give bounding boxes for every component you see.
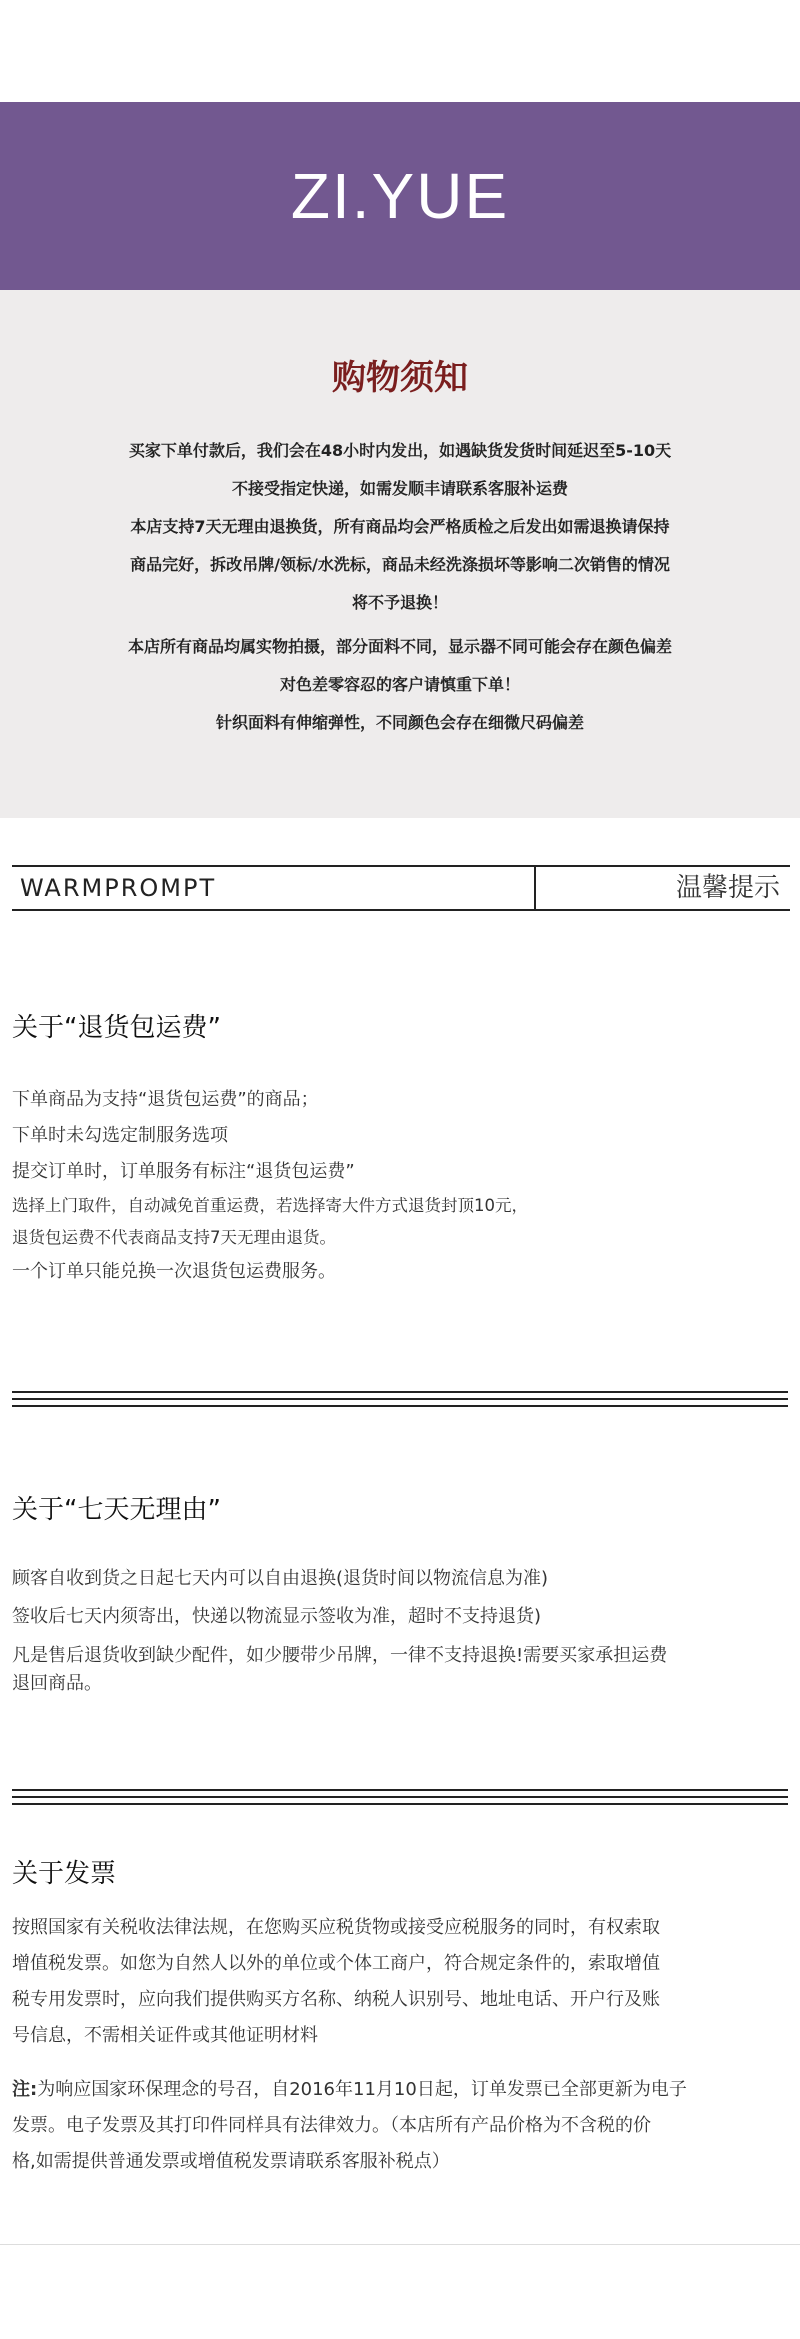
section-line: 退回商品。 (12, 1673, 102, 1694)
notice-line: 针织面料有伸缩弹性，不同颜色会存在细微尺码偏差 (215, 713, 584, 732)
notice-line: 本店支持7天无理由退换货，所有商品均会严格质检之后发出如需退换请保持 (130, 517, 670, 536)
section-line: 选择上门取件，自动减免首重运费，若选择寄大件方式退货封顶10元， (12, 1196, 528, 1215)
brand-banner (0, 102, 800, 290)
section-line: 下单时未勾选定制服务选项 (12, 1125, 228, 1146)
notice-line: 买家下单付款后，我们会在48小时内发出，如遇缺货发货时间延迟至5-10天 (128, 441, 672, 460)
divider-line (12, 1391, 788, 1393)
section-body (12, 1910, 788, 2180)
warm-prompt-zh: 温馨提示 (675, 873, 780, 903)
section-line: 签收后七天内须寄出，快递以物流显示签收为准，超时不支持退货) (12, 1606, 542, 1627)
section-line: 下单商品为支持“退货包运费”的商品； (12, 1089, 319, 1110)
section-line: 税专用发票时，应向我们提供购买方名称、纳税人识别号、地址电话、开户行及账 (12, 1989, 660, 2010)
notice-body (40, 432, 760, 742)
section-line: 提交订单时，订单服务有标注“退货包运费” (12, 1161, 355, 1182)
notice-line: 本店所有商品均属实物拍摄，部分面料不同，显示器不同可能会存在颜色偏差 (127, 637, 672, 656)
brand-logo-text: ZI.YUE (290, 160, 510, 232)
warm-prompt-bar (12, 865, 790, 911)
notice-line: 对色差零容忍的客户请慎重下单！ (279, 675, 520, 694)
note-label: 注: (12, 2079, 38, 2100)
warm-prompt-en: WARMPROMPT (20, 874, 217, 902)
warm-prompt-divider (534, 867, 536, 909)
section-title: 关于“七天无理由” (12, 1495, 221, 1525)
section-line: 凡是售后退货收到缺少配件，如少腰带少吊牌，一律不支持退换!需要买家承担运费 (12, 1645, 668, 1666)
invoice-note-line: 格,如需提供普通发票或增值税发票请联系客服补税点） (12, 2151, 450, 2172)
section-line: 退货包运费不代表商品支持7天无理由退货。 (12, 1228, 336, 1247)
section-title: 关于发票 (12, 1859, 117, 1889)
page-bottom-divider (0, 2244, 800, 2245)
invoice-note-line (12, 2072, 788, 2108)
notice-line: 将不予退换！ (351, 593, 448, 612)
section-line: 顾客自收到货之日起七天内可以自由退换(退货时间以物流信息为准) (12, 1568, 549, 1589)
note-text: 为响应国家环保理念的号召，自2016年11月10日起，订单发票已全部更新为电子 (37, 2079, 687, 2100)
invoice-note-line: 发票。电子发票及其打印件同样具有法律效力。（本店所有产品价格为不含税的价 (12, 2115, 651, 2136)
notice-title: 购物须知 (332, 358, 468, 398)
section-invoice (12, 1856, 788, 2180)
section-body (12, 1082, 788, 1290)
shopping-notice-panel (0, 290, 800, 818)
section-seven-day-return (12, 1492, 788, 1698)
section-line: 按照国家有关税收法律法规，在您购买应税货物或接受应税服务的同时，有权索取 (12, 1917, 660, 1938)
divider-line (12, 1789, 788, 1791)
section-line: 号信息，不需相关证件或其他证明材料 (12, 2025, 318, 2046)
notice-line: 商品完好，拆改吊牌/领标/水洗标，商品未经洗涤损坏等影响二次销售的情况 (130, 555, 670, 574)
section-line: 增值税发票。如您为自然人以外的单位或个体工商户，符合规定条件的，索取增值 (12, 1953, 660, 1974)
section-title: 关于“退货包运费” (12, 1013, 221, 1043)
divider-line (12, 1796, 788, 1798)
divider-line (12, 1398, 788, 1400)
notice-line: 不接受指定快递，如需发顺丰请联系客服补运费 (231, 479, 568, 498)
section-return-shipping (12, 1010, 788, 1290)
divider-line (12, 1405, 788, 1407)
section-body (12, 1560, 788, 1698)
divider-line (12, 1803, 788, 1805)
section-line: 一个订单只能兑换一次退货包运费服务。 (12, 1261, 336, 1282)
